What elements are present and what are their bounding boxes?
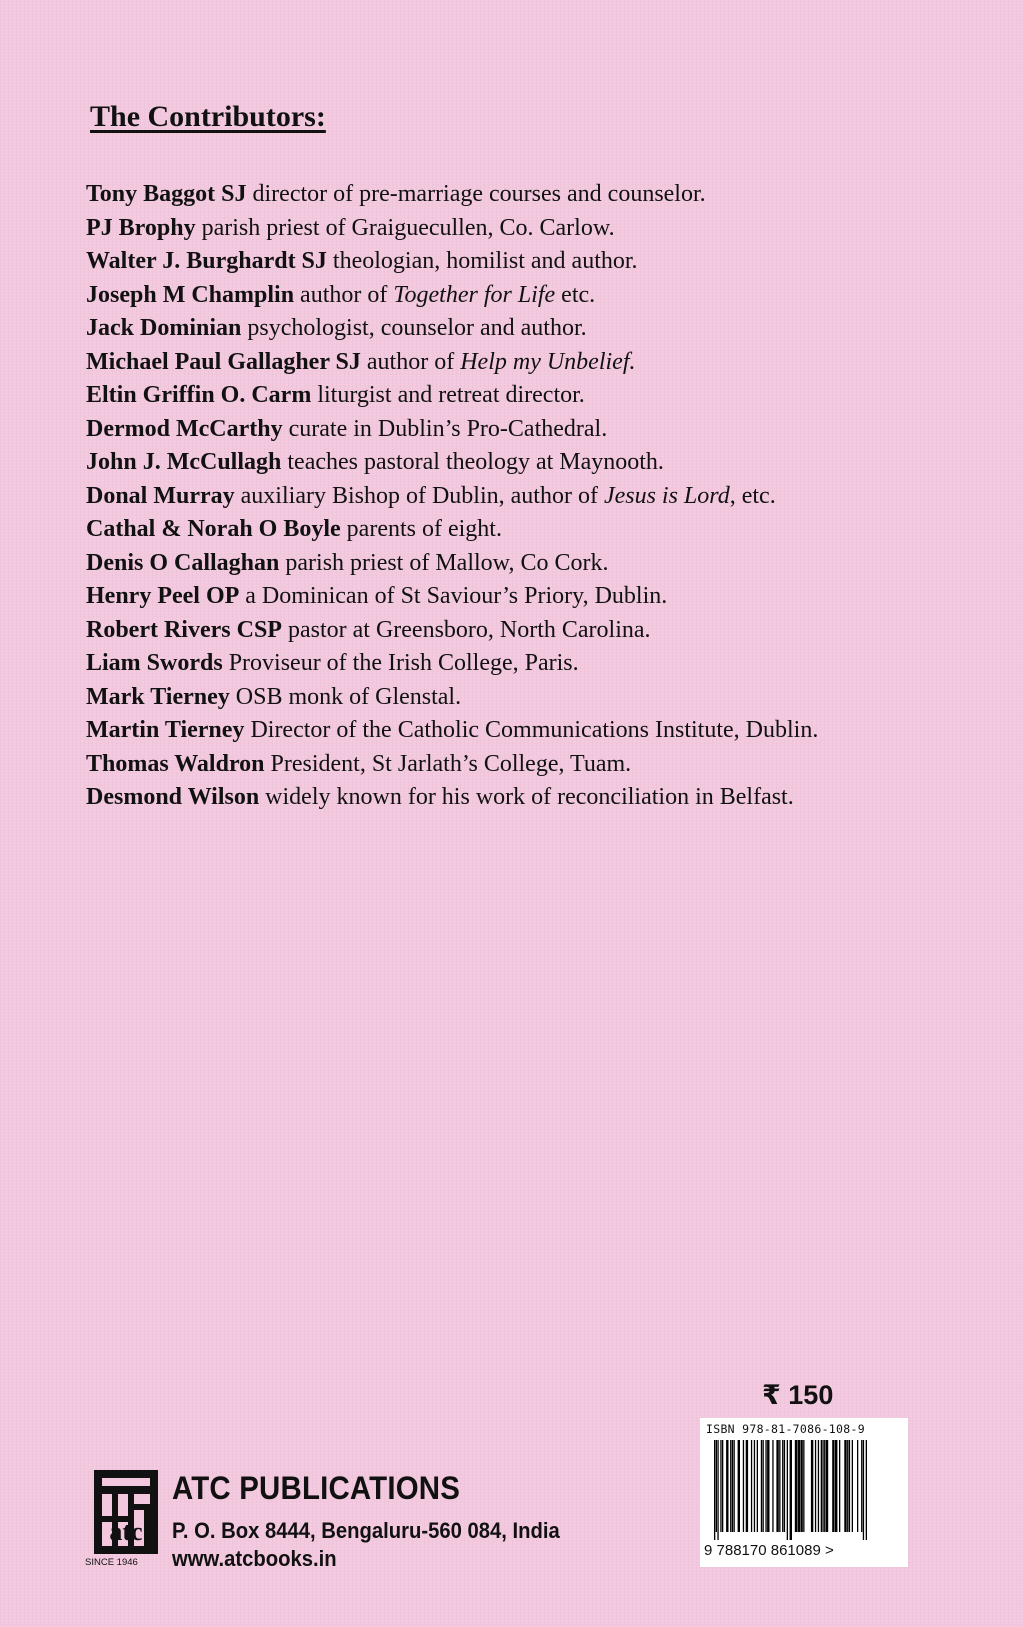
barcode-bar <box>720 1440 721 1532</box>
contributor-name: Desmond Wilson <box>86 784 260 810</box>
barcode-bar <box>863 1440 864 1540</box>
contributor-name: Michael Paul Gallagher SJ <box>86 348 361 375</box>
contributor-description: parish priest of Graiguecullen, Co. Carlow. <box>195 214 615 241</box>
contributor-description <box>235 483 776 509</box>
barcode-bar <box>757 1440 758 1532</box>
barcode-bar <box>722 1440 723 1532</box>
barcode-bar <box>857 1440 858 1532</box>
barcode-bar <box>746 1440 748 1532</box>
barcode-bar <box>734 1440 735 1532</box>
contributor-entry <box>86 446 986 480</box>
contributor-entry <box>86 480 986 514</box>
contributor-entry <box>86 379 986 413</box>
contributor-description <box>294 282 595 308</box>
logo-since-text: SINCE 1946 <box>85 1557 138 1568</box>
logo-letters: atc <box>109 1517 143 1546</box>
contributor-description: liturgist and retreat director. <box>311 382 585 408</box>
description-text: , etc. <box>729 482 776 509</box>
contributor-name: Dermod McCarthy <box>86 415 283 442</box>
barcode-bar <box>818 1440 819 1532</box>
barcode-bar <box>772 1440 773 1532</box>
contributor-name: Donal Murray <box>86 482 235 509</box>
barcode-bar <box>743 1440 744 1532</box>
publisher-address: P. O. Box 8444, Bengaluru-560 084, India <box>172 1518 560 1543</box>
barcode-bar <box>784 1440 785 1532</box>
contributor-description: President, St Jarlath’s College, Tuam. <box>264 750 632 777</box>
contributor-name: Jack Dominian <box>86 315 242 341</box>
description-text: author of <box>294 281 394 308</box>
barcode-bar <box>716 1440 717 1532</box>
book-title: Jesus is Lord <box>603 482 730 509</box>
contributor-description: teaches pastoral theology at Maynooth. <box>281 449 664 475</box>
barcode-bar <box>861 1440 862 1532</box>
barcode-bar <box>765 1440 766 1532</box>
contributor-name: Henry Peel OP <box>86 583 240 609</box>
contributor-entry <box>86 781 986 815</box>
barcode-bar <box>776 1440 778 1532</box>
barcode-bar <box>767 1440 769 1532</box>
contributor-name: Cathal & Norah O Boyle <box>86 516 341 542</box>
contributor-name: Walter J. Burghardt SJ <box>86 248 327 274</box>
contributors-list <box>86 178 986 815</box>
publisher-name: ATC PUBLICATIONS <box>172 1470 461 1506</box>
contributor-name: PJ Brophy <box>86 214 196 241</box>
contributor-name: Tony Baggot SJ <box>86 181 247 207</box>
barcode-bar <box>754 1440 755 1532</box>
barcode-bar <box>798 1440 800 1532</box>
contributor-description: OSB monk of Glenstal. <box>229 683 462 710</box>
contributor-description: theologian, homilist and author. <box>326 248 638 274</box>
barcode-bar <box>803 1440 804 1532</box>
barcode-bar <box>738 1440 740 1532</box>
barcode-bar <box>839 1440 840 1532</box>
barcode-bar <box>824 1440 825 1532</box>
barcode-bar <box>832 1440 834 1532</box>
contributor-entry <box>86 245 986 279</box>
contributor-name: Joseph M Champlin <box>86 281 295 308</box>
barcode-bar <box>847 1440 848 1532</box>
publisher-website: www.atcbooks.in <box>172 1546 337 1571</box>
description-text: etc. <box>555 281 596 308</box>
barcode-bar <box>835 1440 837 1532</box>
barcode-bar <box>751 1440 752 1532</box>
contributor-entry <box>86 413 986 447</box>
contributor-entry <box>86 580 986 614</box>
contributor-description: pastor at Greensboro, North Carolina. <box>281 616 651 643</box>
contributor-description <box>361 349 636 375</box>
contributor-name: Robert Rivers CSP <box>86 616 282 643</box>
contributor-description: parish priest of Mallow, Co Cork. <box>279 549 609 576</box>
isbn-barcode <box>700 1418 908 1567</box>
barcode-bar <box>782 1440 783 1532</box>
contributor-entry <box>86 513 986 547</box>
contributor-entry <box>86 178 986 212</box>
contributor-description: Proviseur of the Irish College, Paris. <box>222 650 579 676</box>
barcode-bar <box>822 1440 823 1532</box>
book-title: Help my Unbelief. <box>460 348 636 375</box>
barcode-bar <box>821 1440 822 1532</box>
contributor-name: Liam Swords <box>86 650 223 676</box>
contributor-entry <box>86 346 986 380</box>
barcode-bar <box>866 1440 867 1540</box>
barcode-bar <box>779 1440 780 1532</box>
contributor-entry <box>86 714 986 748</box>
contributor-description: director of pre-marriage courses and counselor. <box>246 181 706 207</box>
contributor-entry <box>86 312 986 346</box>
contributor-entry <box>86 547 986 581</box>
barcode-bar <box>790 1440 792 1540</box>
barcode-bar <box>761 1440 762 1532</box>
contributor-description: curate in Dublin’s Pro-Cathedral. <box>282 415 608 442</box>
contributor-entry <box>86 279 986 313</box>
barcode-bar <box>800 1440 802 1532</box>
barcode-bar <box>787 1440 788 1540</box>
contributors-heading: The Contributors: <box>90 100 326 133</box>
isbn-number: ISBN 978-81-7086-108-9 <box>706 1422 865 1436</box>
description-text: author of <box>360 348 461 375</box>
barcode-bar <box>852 1440 853 1532</box>
barcode-bar <box>795 1440 797 1532</box>
contributor-description: parents of eight. <box>340 516 502 542</box>
barcode-bar <box>730 1440 731 1532</box>
contributor-description: psychologist, counselor and author. <box>241 315 587 341</box>
barcode-bars <box>706 1440 886 1540</box>
barcode-bar <box>732 1440 733 1532</box>
price-label: ₹ 150 <box>762 1380 834 1410</box>
barcode-bar <box>849 1440 850 1532</box>
contributor-entry <box>86 748 986 782</box>
contributor-name: Denis O Callaghan <box>86 549 280 576</box>
contributor-entry <box>86 681 986 715</box>
contributor-description: a Dominican of St Saviour’s Priory, Dublin. <box>239 583 668 609</box>
contributor-entry <box>86 647 986 681</box>
contributor-description: widely known for his work of reconciliation in Belfast. <box>259 784 794 810</box>
barcode-bar <box>826 1440 828 1532</box>
contributor-name: Martin Tierney <box>86 717 245 743</box>
barcode-bar <box>726 1440 728 1532</box>
barcode-bar <box>717 1440 718 1540</box>
contributor-name: Thomas Waldron <box>86 750 265 777</box>
book-title: Together for Life <box>393 281 556 308</box>
contributor-entry <box>86 212 986 246</box>
contributor-description: Director of the Catholic Communications Institute, Dublin. <box>244 717 819 743</box>
description-text: auxiliary Bishop of Dublin, author of <box>234 482 604 509</box>
barcode-bar <box>844 1440 846 1532</box>
contributor-name: Eltin Griffin O. Carm <box>86 382 312 408</box>
contributor-name: Mark Tierney <box>86 683 230 710</box>
barcode-bar <box>714 1440 715 1540</box>
contributor-name: John J. McCullagh <box>86 449 282 475</box>
barcode-bar <box>763 1440 764 1532</box>
barcode-bar <box>815 1440 816 1532</box>
contributor-entry <box>86 614 986 648</box>
barcode-digits: 9 788170 861089 > <box>704 1542 834 1559</box>
barcode-bar <box>811 1440 813 1532</box>
atc-logo <box>94 1470 158 1554</box>
